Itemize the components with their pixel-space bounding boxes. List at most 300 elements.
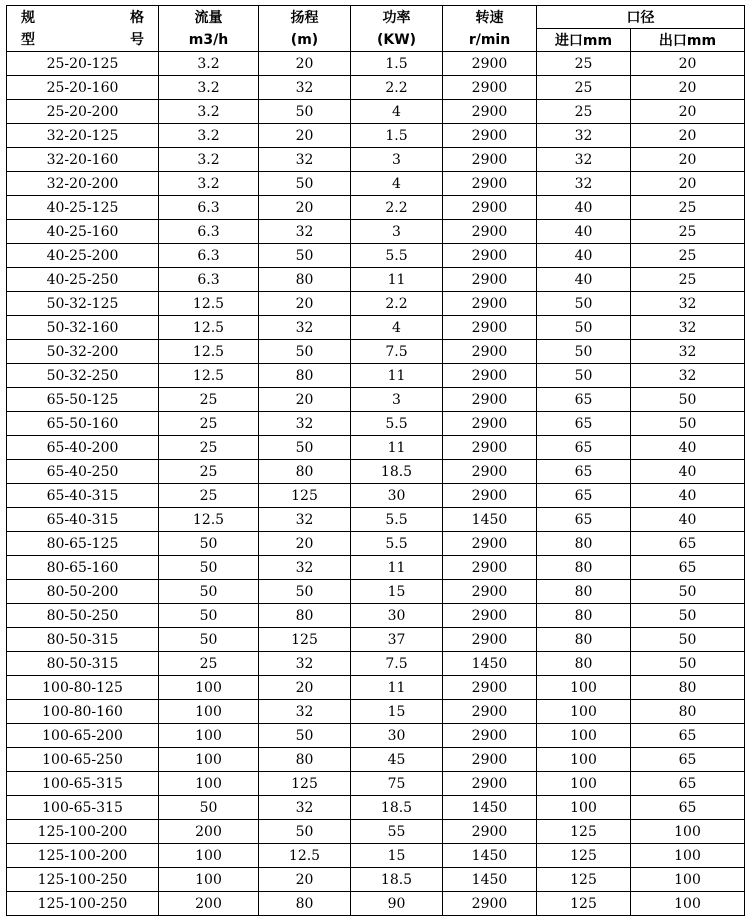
inlet-cell: 65 <box>537 460 631 484</box>
power-cell: 2.2 <box>351 292 443 316</box>
table-row <box>7 796 745 820</box>
model-cell: 50-32-160 <box>7 316 159 340</box>
flow-cell: 50 <box>159 532 259 556</box>
power-cell: 5.5 <box>351 412 443 436</box>
power-cell: 11 <box>351 556 443 580</box>
outlet-cell: 50 <box>631 628 745 652</box>
outlet-cell: 100 <box>631 844 745 868</box>
inlet-cell: 25 <box>537 76 631 100</box>
head-cell: 50 <box>259 580 351 604</box>
inlet-cell: 50 <box>537 292 631 316</box>
model-cell: 25-20-125 <box>7 52 159 76</box>
speed-cell: 2900 <box>443 532 537 556</box>
speed-cell: 2900 <box>443 436 537 460</box>
head-cell: 20 <box>259 388 351 412</box>
flow-cell: 12.5 <box>159 508 259 532</box>
inlet-cell: 65 <box>537 412 631 436</box>
head-cell: 80 <box>259 604 351 628</box>
outlet-cell: 100 <box>631 820 745 844</box>
outlet-cell: 32 <box>631 340 745 364</box>
inlet-cell: 50 <box>537 340 631 364</box>
inlet-cell: 100 <box>537 676 631 700</box>
flow-cell: 100 <box>159 724 259 748</box>
header-speed-unit: r/min <box>468 31 511 48</box>
power-cell: 90 <box>351 892 443 916</box>
outlet-cell: 65 <box>631 532 745 556</box>
flow-cell: 3.2 <box>159 76 259 100</box>
power-cell: 3 <box>351 388 443 412</box>
flow-cell: 12.5 <box>159 364 259 388</box>
speed-cell: 1450 <box>443 508 537 532</box>
outlet-cell: 25 <box>631 268 745 292</box>
flow-cell: 12.5 <box>159 316 259 340</box>
power-cell: 4 <box>351 100 443 124</box>
header-inlet: 进口mm <box>537 29 631 52</box>
speed-cell: 2900 <box>443 52 537 76</box>
speed-cell: 2900 <box>443 772 537 796</box>
model-cell: 25-20-200 <box>7 100 159 124</box>
header-flow-label: 流量 <box>194 9 223 26</box>
model-cell: 80-65-160 <box>7 556 159 580</box>
outlet-cell: 40 <box>631 436 745 460</box>
head-cell: 50 <box>259 436 351 460</box>
flow-cell: 100 <box>159 748 259 772</box>
table-row <box>7 364 745 388</box>
speed-cell: 2900 <box>443 580 537 604</box>
inlet-cell: 100 <box>537 772 631 796</box>
flow-cell: 25 <box>159 460 259 484</box>
speed-cell: 2900 <box>443 220 537 244</box>
outlet-cell: 25 <box>631 244 745 268</box>
power-cell: 7.5 <box>351 340 443 364</box>
model-cell: 65-50-125 <box>7 388 159 412</box>
outlet-cell: 20 <box>631 100 745 124</box>
power-cell: 30 <box>351 484 443 508</box>
header-model-char-2: 格 <box>130 9 144 26</box>
header-power-label: 功率 <box>382 9 411 26</box>
flow-cell: 12.5 <box>159 292 259 316</box>
flow-cell: 50 <box>159 796 259 820</box>
model-cell: 40-25-200 <box>7 244 159 268</box>
model-cell: 65-40-315 <box>7 508 159 532</box>
model-cell: 100-80-160 <box>7 700 159 724</box>
flow-cell: 50 <box>159 580 259 604</box>
inlet-cell: 50 <box>537 316 631 340</box>
speed-cell: 2900 <box>443 604 537 628</box>
speed-cell: 2900 <box>443 556 537 580</box>
outlet-cell: 20 <box>631 124 745 148</box>
model-cell: 100-80-125 <box>7 676 159 700</box>
inlet-cell: 32 <box>537 172 631 196</box>
table-row <box>7 868 745 892</box>
head-cell: 125 <box>259 772 351 796</box>
outlet-cell: 25 <box>631 196 745 220</box>
header-power-unit: (KW) <box>376 31 417 48</box>
speed-cell: 1450 <box>443 796 537 820</box>
table-row <box>7 340 745 364</box>
table-row <box>7 892 745 916</box>
flow-cell: 25 <box>159 412 259 436</box>
table-row <box>7 436 745 460</box>
table-row <box>7 820 745 844</box>
speed-cell: 2900 <box>443 316 537 340</box>
header-head-label: 扬程 <box>290 9 319 26</box>
head-cell: 32 <box>259 220 351 244</box>
inlet-cell: 100 <box>537 796 631 820</box>
speed-cell: 2900 <box>443 892 537 916</box>
speed-cell: 1450 <box>443 868 537 892</box>
power-cell: 15 <box>351 700 443 724</box>
flow-cell: 50 <box>159 604 259 628</box>
flow-cell: 200 <box>159 892 259 916</box>
outlet-cell: 20 <box>631 76 745 100</box>
power-cell: 18.5 <box>351 796 443 820</box>
inlet-cell: 125 <box>537 844 631 868</box>
inlet-cell: 125 <box>537 820 631 844</box>
head-cell: 32 <box>259 652 351 676</box>
inlet-cell: 125 <box>537 868 631 892</box>
model-cell: 50-32-250 <box>7 364 159 388</box>
model-cell: 25-20-160 <box>7 76 159 100</box>
head-cell: 32 <box>259 76 351 100</box>
inlet-cell: 65 <box>537 436 631 460</box>
inlet-cell: 40 <box>537 244 631 268</box>
outlet-cell: 40 <box>631 460 745 484</box>
power-cell: 3 <box>351 220 443 244</box>
speed-cell: 2900 <box>443 340 537 364</box>
head-cell: 32 <box>259 796 351 820</box>
head-cell: 50 <box>259 100 351 124</box>
head-cell: 20 <box>259 52 351 76</box>
flow-cell: 100 <box>159 676 259 700</box>
model-cell: 125-100-200 <box>7 820 159 844</box>
model-cell: 80-65-125 <box>7 532 159 556</box>
speed-cell: 2900 <box>443 676 537 700</box>
power-cell: 2.2 <box>351 196 443 220</box>
outlet-cell: 50 <box>631 580 745 604</box>
speed-cell: 2900 <box>443 292 537 316</box>
outlet-cell: 100 <box>631 868 745 892</box>
model-cell: 65-40-315 <box>7 484 159 508</box>
flow-cell: 6.3 <box>159 220 259 244</box>
outlet-cell: 100 <box>631 892 745 916</box>
flow-cell: 25 <box>159 436 259 460</box>
table-row <box>7 124 745 148</box>
table-row <box>7 628 745 652</box>
header-speed <box>443 6 537 52</box>
head-cell: 125 <box>259 628 351 652</box>
header-model <box>7 6 159 52</box>
model-cell: 50-32-125 <box>7 292 159 316</box>
inlet-cell: 65 <box>537 508 631 532</box>
header-model-char-4: 号 <box>130 31 144 48</box>
speed-cell: 2900 <box>443 244 537 268</box>
power-cell: 55 <box>351 820 443 844</box>
model-cell: 125-100-250 <box>7 868 159 892</box>
speed-cell: 2900 <box>443 268 537 292</box>
power-cell: 15 <box>351 580 443 604</box>
header-head <box>259 6 351 52</box>
speed-cell: 2900 <box>443 148 537 172</box>
flow-cell: 3.2 <box>159 124 259 148</box>
head-cell: 32 <box>259 148 351 172</box>
inlet-cell: 100 <box>537 748 631 772</box>
speed-cell: 2900 <box>443 388 537 412</box>
speed-cell: 2900 <box>443 484 537 508</box>
outlet-cell: 32 <box>631 364 745 388</box>
outlet-cell: 65 <box>631 772 745 796</box>
outlet-cell: 25 <box>631 220 745 244</box>
flow-cell: 100 <box>159 844 259 868</box>
model-cell: 32-20-125 <box>7 124 159 148</box>
outlet-cell: 65 <box>631 556 745 580</box>
table-row <box>7 844 745 868</box>
model-cell: 40-25-125 <box>7 196 159 220</box>
inlet-cell: 25 <box>537 100 631 124</box>
speed-cell: 2900 <box>443 460 537 484</box>
table-row <box>7 676 745 700</box>
table-row <box>7 220 745 244</box>
table-row <box>7 76 745 100</box>
head-cell: 125 <box>259 484 351 508</box>
head-cell: 20 <box>259 124 351 148</box>
inlet-cell: 65 <box>537 484 631 508</box>
power-cell: 11 <box>351 676 443 700</box>
head-cell: 50 <box>259 820 351 844</box>
header-diameter-group: 口径 <box>537 6 745 29</box>
speed-cell: 2900 <box>443 628 537 652</box>
table-row <box>7 412 745 436</box>
table-row <box>7 508 745 532</box>
table-row <box>7 172 745 196</box>
inlet-cell: 40 <box>537 220 631 244</box>
model-cell: 80-50-315 <box>7 652 159 676</box>
flow-cell: 100 <box>159 772 259 796</box>
flow-cell: 100 <box>159 700 259 724</box>
outlet-cell: 65 <box>631 796 745 820</box>
table-row <box>7 580 745 604</box>
table-row <box>7 652 745 676</box>
head-cell: 32 <box>259 316 351 340</box>
power-cell: 7.5 <box>351 652 443 676</box>
model-cell: 80-50-200 <box>7 580 159 604</box>
outlet-cell: 40 <box>631 484 745 508</box>
speed-cell: 2900 <box>443 412 537 436</box>
model-cell: 80-50-315 <box>7 628 159 652</box>
model-cell: 65-50-160 <box>7 412 159 436</box>
head-cell: 20 <box>259 868 351 892</box>
inlet-cell: 80 <box>537 604 631 628</box>
outlet-cell: 50 <box>631 388 745 412</box>
flow-cell: 25 <box>159 388 259 412</box>
table-row <box>7 268 745 292</box>
model-cell: 40-25-250 <box>7 268 159 292</box>
speed-cell: 2900 <box>443 100 537 124</box>
head-cell: 80 <box>259 268 351 292</box>
outlet-cell: 20 <box>631 148 745 172</box>
flow-cell: 12.5 <box>159 340 259 364</box>
power-cell: 2.2 <box>351 76 443 100</box>
outlet-cell: 80 <box>631 700 745 724</box>
table-row <box>7 556 745 580</box>
flow-cell: 200 <box>159 820 259 844</box>
speed-cell: 2900 <box>443 196 537 220</box>
speed-cell: 2900 <box>443 172 537 196</box>
power-cell: 11 <box>351 268 443 292</box>
pump-spec-table <box>6 5 745 916</box>
flow-cell: 6.3 <box>159 268 259 292</box>
power-cell: 11 <box>351 436 443 460</box>
model-cell: 65-40-250 <box>7 460 159 484</box>
head-cell: 50 <box>259 244 351 268</box>
inlet-cell: 125 <box>537 892 631 916</box>
flow-cell: 50 <box>159 556 259 580</box>
inlet-cell: 40 <box>537 196 631 220</box>
speed-cell: 2900 <box>443 364 537 388</box>
model-cell: 125-100-250 <box>7 892 159 916</box>
outlet-cell: 20 <box>631 52 745 76</box>
model-cell: 32-20-160 <box>7 148 159 172</box>
header-head-unit: (m) <box>290 31 319 48</box>
inlet-cell: 80 <box>537 532 631 556</box>
inlet-cell: 100 <box>537 700 631 724</box>
table-row <box>7 532 745 556</box>
head-cell: 80 <box>259 460 351 484</box>
model-cell: 100-65-250 <box>7 748 159 772</box>
inlet-cell: 40 <box>537 268 631 292</box>
flow-cell: 50 <box>159 628 259 652</box>
table-row <box>7 604 745 628</box>
head-cell: 20 <box>259 196 351 220</box>
table-row <box>7 244 745 268</box>
head-cell: 50 <box>259 172 351 196</box>
table-body <box>7 52 745 916</box>
model-cell: 40-25-160 <box>7 220 159 244</box>
flow-cell: 6.3 <box>159 196 259 220</box>
flow-cell: 6.3 <box>159 244 259 268</box>
model-cell: 65-40-200 <box>7 436 159 460</box>
speed-cell: 2900 <box>443 748 537 772</box>
power-cell: 5.5 <box>351 244 443 268</box>
table-row <box>7 292 745 316</box>
table-row <box>7 52 745 76</box>
speed-cell: 2900 <box>443 700 537 724</box>
table-row <box>7 724 745 748</box>
speed-cell: 1450 <box>443 844 537 868</box>
head-cell: 80 <box>259 892 351 916</box>
head-cell: 20 <box>259 532 351 556</box>
head-cell: 50 <box>259 340 351 364</box>
outlet-cell: 40 <box>631 508 745 532</box>
header-flow <box>159 6 259 52</box>
table-row <box>7 388 745 412</box>
power-cell: 18.5 <box>351 868 443 892</box>
speed-cell: 1450 <box>443 652 537 676</box>
flow-cell: 25 <box>159 652 259 676</box>
inlet-cell: 50 <box>537 364 631 388</box>
power-cell: 37 <box>351 628 443 652</box>
head-cell: 32 <box>259 700 351 724</box>
model-cell: 100-65-200 <box>7 724 159 748</box>
table-row <box>7 772 745 796</box>
table-row <box>7 316 745 340</box>
head-cell: 32 <box>259 508 351 532</box>
speed-cell: 2900 <box>443 76 537 100</box>
head-cell: 12.5 <box>259 844 351 868</box>
power-cell: 4 <box>351 316 443 340</box>
power-cell: 1.5 <box>351 124 443 148</box>
flow-cell: 25 <box>159 484 259 508</box>
power-cell: 18.5 <box>351 460 443 484</box>
head-cell: 80 <box>259 748 351 772</box>
inlet-cell: 32 <box>537 124 631 148</box>
table-row <box>7 196 745 220</box>
power-cell: 30 <box>351 604 443 628</box>
model-cell: 100-65-315 <box>7 772 159 796</box>
inlet-cell: 80 <box>537 580 631 604</box>
table-row <box>7 148 745 172</box>
head-cell: 20 <box>259 292 351 316</box>
power-cell: 30 <box>351 724 443 748</box>
head-cell: 80 <box>259 364 351 388</box>
power-cell: 45 <box>351 748 443 772</box>
speed-cell: 2900 <box>443 724 537 748</box>
outlet-cell: 65 <box>631 724 745 748</box>
outlet-cell: 50 <box>631 652 745 676</box>
power-cell: 5.5 <box>351 532 443 556</box>
speed-cell: 2900 <box>443 820 537 844</box>
head-cell: 32 <box>259 412 351 436</box>
outlet-cell: 50 <box>631 412 745 436</box>
power-cell: 4 <box>351 172 443 196</box>
power-cell: 5.5 <box>351 508 443 532</box>
power-cell: 1.5 <box>351 52 443 76</box>
flow-cell: 3.2 <box>159 148 259 172</box>
speed-cell: 2900 <box>443 124 537 148</box>
outlet-cell: 32 <box>631 316 745 340</box>
table-row <box>7 484 745 508</box>
model-cell: 80-50-250 <box>7 604 159 628</box>
flow-cell: 3.2 <box>159 52 259 76</box>
inlet-cell: 65 <box>537 388 631 412</box>
inlet-cell: 80 <box>537 628 631 652</box>
header-power <box>351 6 443 52</box>
table-row <box>7 460 745 484</box>
model-cell: 50-32-200 <box>7 340 159 364</box>
flow-cell: 3.2 <box>159 172 259 196</box>
table-row <box>7 700 745 724</box>
outlet-cell: 65 <box>631 748 745 772</box>
inlet-cell: 100 <box>537 724 631 748</box>
header-flow-unit: m3/h <box>188 31 229 48</box>
flow-cell: 100 <box>159 868 259 892</box>
model-cell: 100-65-315 <box>7 796 159 820</box>
header-speed-label: 转速 <box>475 9 504 26</box>
table-row <box>7 100 745 124</box>
header-model-char-3: 型 <box>21 31 35 48</box>
head-cell: 20 <box>259 676 351 700</box>
inlet-cell: 80 <box>537 652 631 676</box>
model-cell: 32-20-200 <box>7 172 159 196</box>
inlet-cell: 25 <box>537 52 631 76</box>
inlet-cell: 80 <box>537 556 631 580</box>
outlet-cell: 32 <box>631 292 745 316</box>
power-cell: 11 <box>351 364 443 388</box>
head-cell: 32 <box>259 556 351 580</box>
outlet-cell: 50 <box>631 604 745 628</box>
header-outlet: 出口mm <box>631 29 745 52</box>
inlet-cell: 32 <box>537 148 631 172</box>
